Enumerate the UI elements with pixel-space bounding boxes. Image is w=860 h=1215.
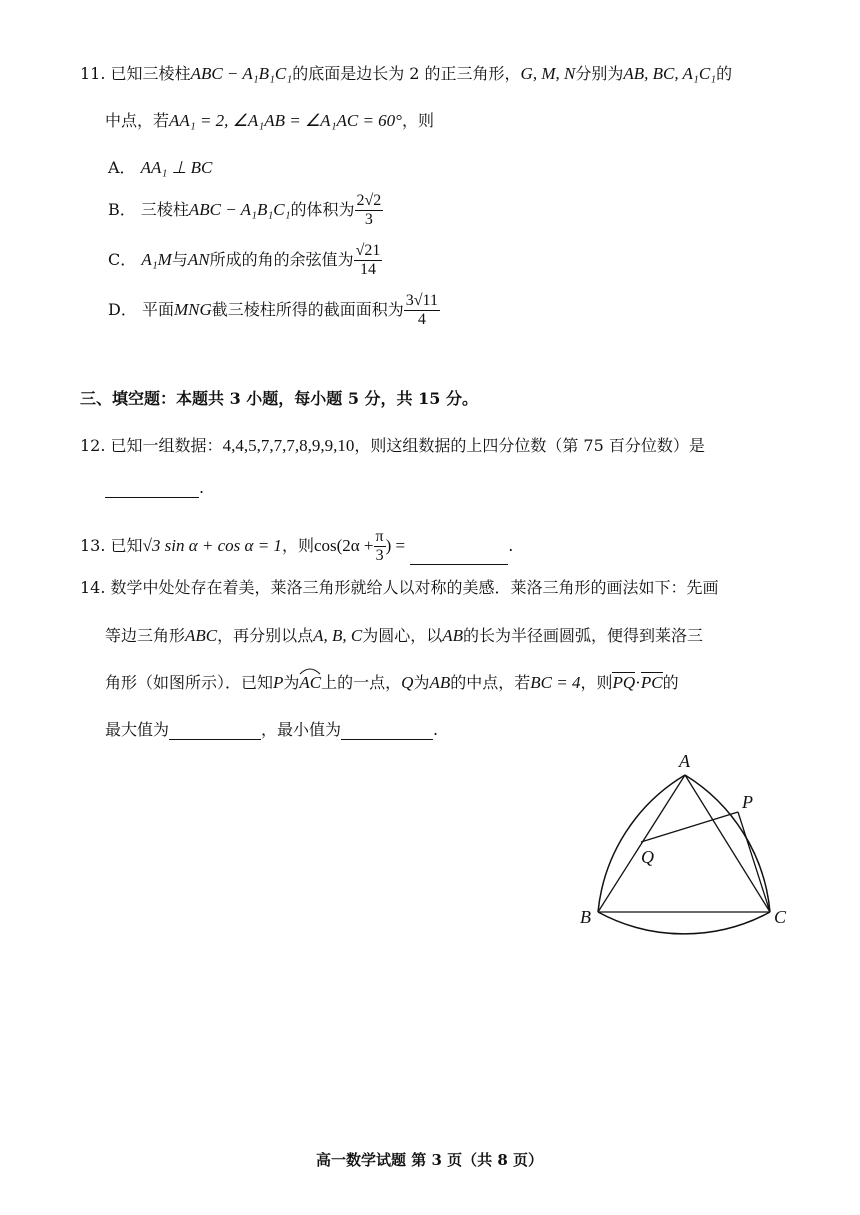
q13-equation: √3 sin α + cos α = 1 [142,536,282,555]
q14-math: AB [442,626,464,645]
answer-blank[interactable] [410,548,508,565]
vector-pc: PC [640,673,663,692]
q14-text: 数学中处处存在着美，莱洛三角形就给人以对称的美感．莱洛三角形的画法如下：先画 [110,578,719,597]
option-text: 平面 [141,300,174,319]
fraction [404,292,440,329]
option-text: 与 [171,250,188,269]
q11-option-c [108,242,382,279]
fraction-numerator: √21 [355,242,381,259]
period: . [433,720,439,739]
period: . [508,536,514,555]
q11-option-d [108,292,440,329]
page-footer: 高一数学试题 第 3 页（共 8 页） [316,1151,543,1169]
q12-text: ，则这组数据的上四分位数（第 75 百分位数）是 [354,436,705,455]
q14-text: 最大值为 [105,720,170,739]
q14-math: AB [429,673,451,692]
q14-line3 [105,673,679,693]
reuleaux-triangle-figure [570,742,800,942]
option-text: 截三棱柱所得的截面面积为 [211,300,404,319]
fraction-denominator: 4 [417,311,426,328]
option-math: AA₁ ⊥ BC [140,158,213,177]
q12-text: 已知一组数据： [110,436,223,455]
q14-line4 [105,720,438,740]
q14-text: 的长为半径画圆弧，便得到莱洛三 [463,626,704,645]
vector-pq: PQ [612,673,636,692]
option-label: A． [108,158,136,177]
q14-line2 [105,626,703,646]
label-a: A [679,751,690,771]
label-q: Q [641,847,654,867]
q11-option-b [108,192,383,229]
q13-expression: ) = [385,536,406,555]
q14-text: ，最小值为 [261,720,342,739]
option-text: 的体积为 [290,200,355,219]
q14-text: 为 [413,673,430,692]
q12-number: 12. [80,436,106,455]
label-c: C [774,907,787,927]
q14-text: 上的一点， [321,673,402,692]
q14-math: ABC [185,626,218,645]
dot-operator: · [635,673,641,692]
q11-text: 的 [716,64,733,83]
q11-condition: AA₁ = 2, ∠A₁AB = ∠A₁AC = 60° [169,111,402,130]
option-label: D． [108,300,137,319]
fraction-denominator: 3 [364,211,373,228]
label-p: P [742,792,753,812]
option-text: 三棱柱 [140,200,189,219]
q11-text: 分别为 [575,64,624,83]
q14-text: 为 [283,673,300,692]
option-math: ABC − A₁B₁C₁ [188,200,291,219]
q11-edges: AB, BC, A₁C₁ [623,64,717,83]
option-label: B． [108,200,136,219]
q12-data: 4,4,5,7,7,7,8,9,9,10 [222,436,355,455]
q11-number: 11. [80,64,106,83]
q14-text: 的中点，若 [450,673,531,692]
fraction-numerator: 2√2 [356,192,382,209]
q11-option-a [108,158,212,178]
q14-text: ，则 [580,673,613,692]
fraction [355,192,384,229]
q14-math: A, B, C [313,626,363,645]
section-title: 三、填空题：本题共 3 小题，每小题 5 分，共 15 分。 [80,389,478,408]
arc-bc [598,912,770,934]
q12-line1 [80,436,705,456]
fraction-denominator: 3 [375,547,384,564]
q14-number: 14. [80,578,106,597]
answer-blank-max[interactable] [169,723,261,740]
q14-line1 [80,578,719,598]
segment-pc [738,812,770,912]
q14-math: P [273,673,284,692]
label-b: B [580,907,591,927]
fraction-numerator: π [375,528,384,545]
side-ac [685,775,770,912]
q14-math: Q [401,673,414,692]
fraction [354,242,383,279]
option-math: A₁M [141,250,172,269]
q11-text: 已知三棱柱 [110,64,191,83]
q11-prism: ABC − A₁B₁C₁ [190,64,293,83]
side-ab [598,775,685,912]
arc-ac: AC [299,673,321,693]
q14-text: 的 [662,673,679,692]
q14-math: BC = 4 [530,673,581,692]
q13-text: ，则 [281,536,314,555]
q14-text: 等边三角形 [105,626,186,645]
option-math: AN [187,250,210,269]
answer-blank-min[interactable] [341,723,433,740]
q14-text: ，再分别以点 [217,626,314,645]
q13-text: 已知 [110,536,143,555]
q13-line [80,528,513,565]
arc-symbol [299,667,321,675]
fraction [374,528,386,565]
q14-text: 角形（如图所示）．已知 [105,673,274,692]
fraction-denominator: 14 [359,261,376,278]
q11-text: ，则 [401,111,434,130]
option-text: 所成的角的余弦值为 [209,250,354,269]
fraction-numerator: 3√11 [405,292,438,309]
q13-number: 13. [80,536,106,555]
q11-text: 中点，若 [105,111,170,130]
q11-points: G, M, N [520,64,576,83]
q14-text: 为圆心，以 [362,626,443,645]
answer-blank[interactable] [105,481,199,498]
period: . [199,478,205,497]
q13-expression: cos(2α + [313,536,374,555]
option-label: C． [108,250,137,269]
option-math: MNG [173,300,212,319]
q11-line1 [80,64,732,84]
q12-answer-line [105,478,204,498]
q11-text: 的底面是边长为 2 的正三角形， [292,64,521,83]
q11-line2 [105,111,434,131]
